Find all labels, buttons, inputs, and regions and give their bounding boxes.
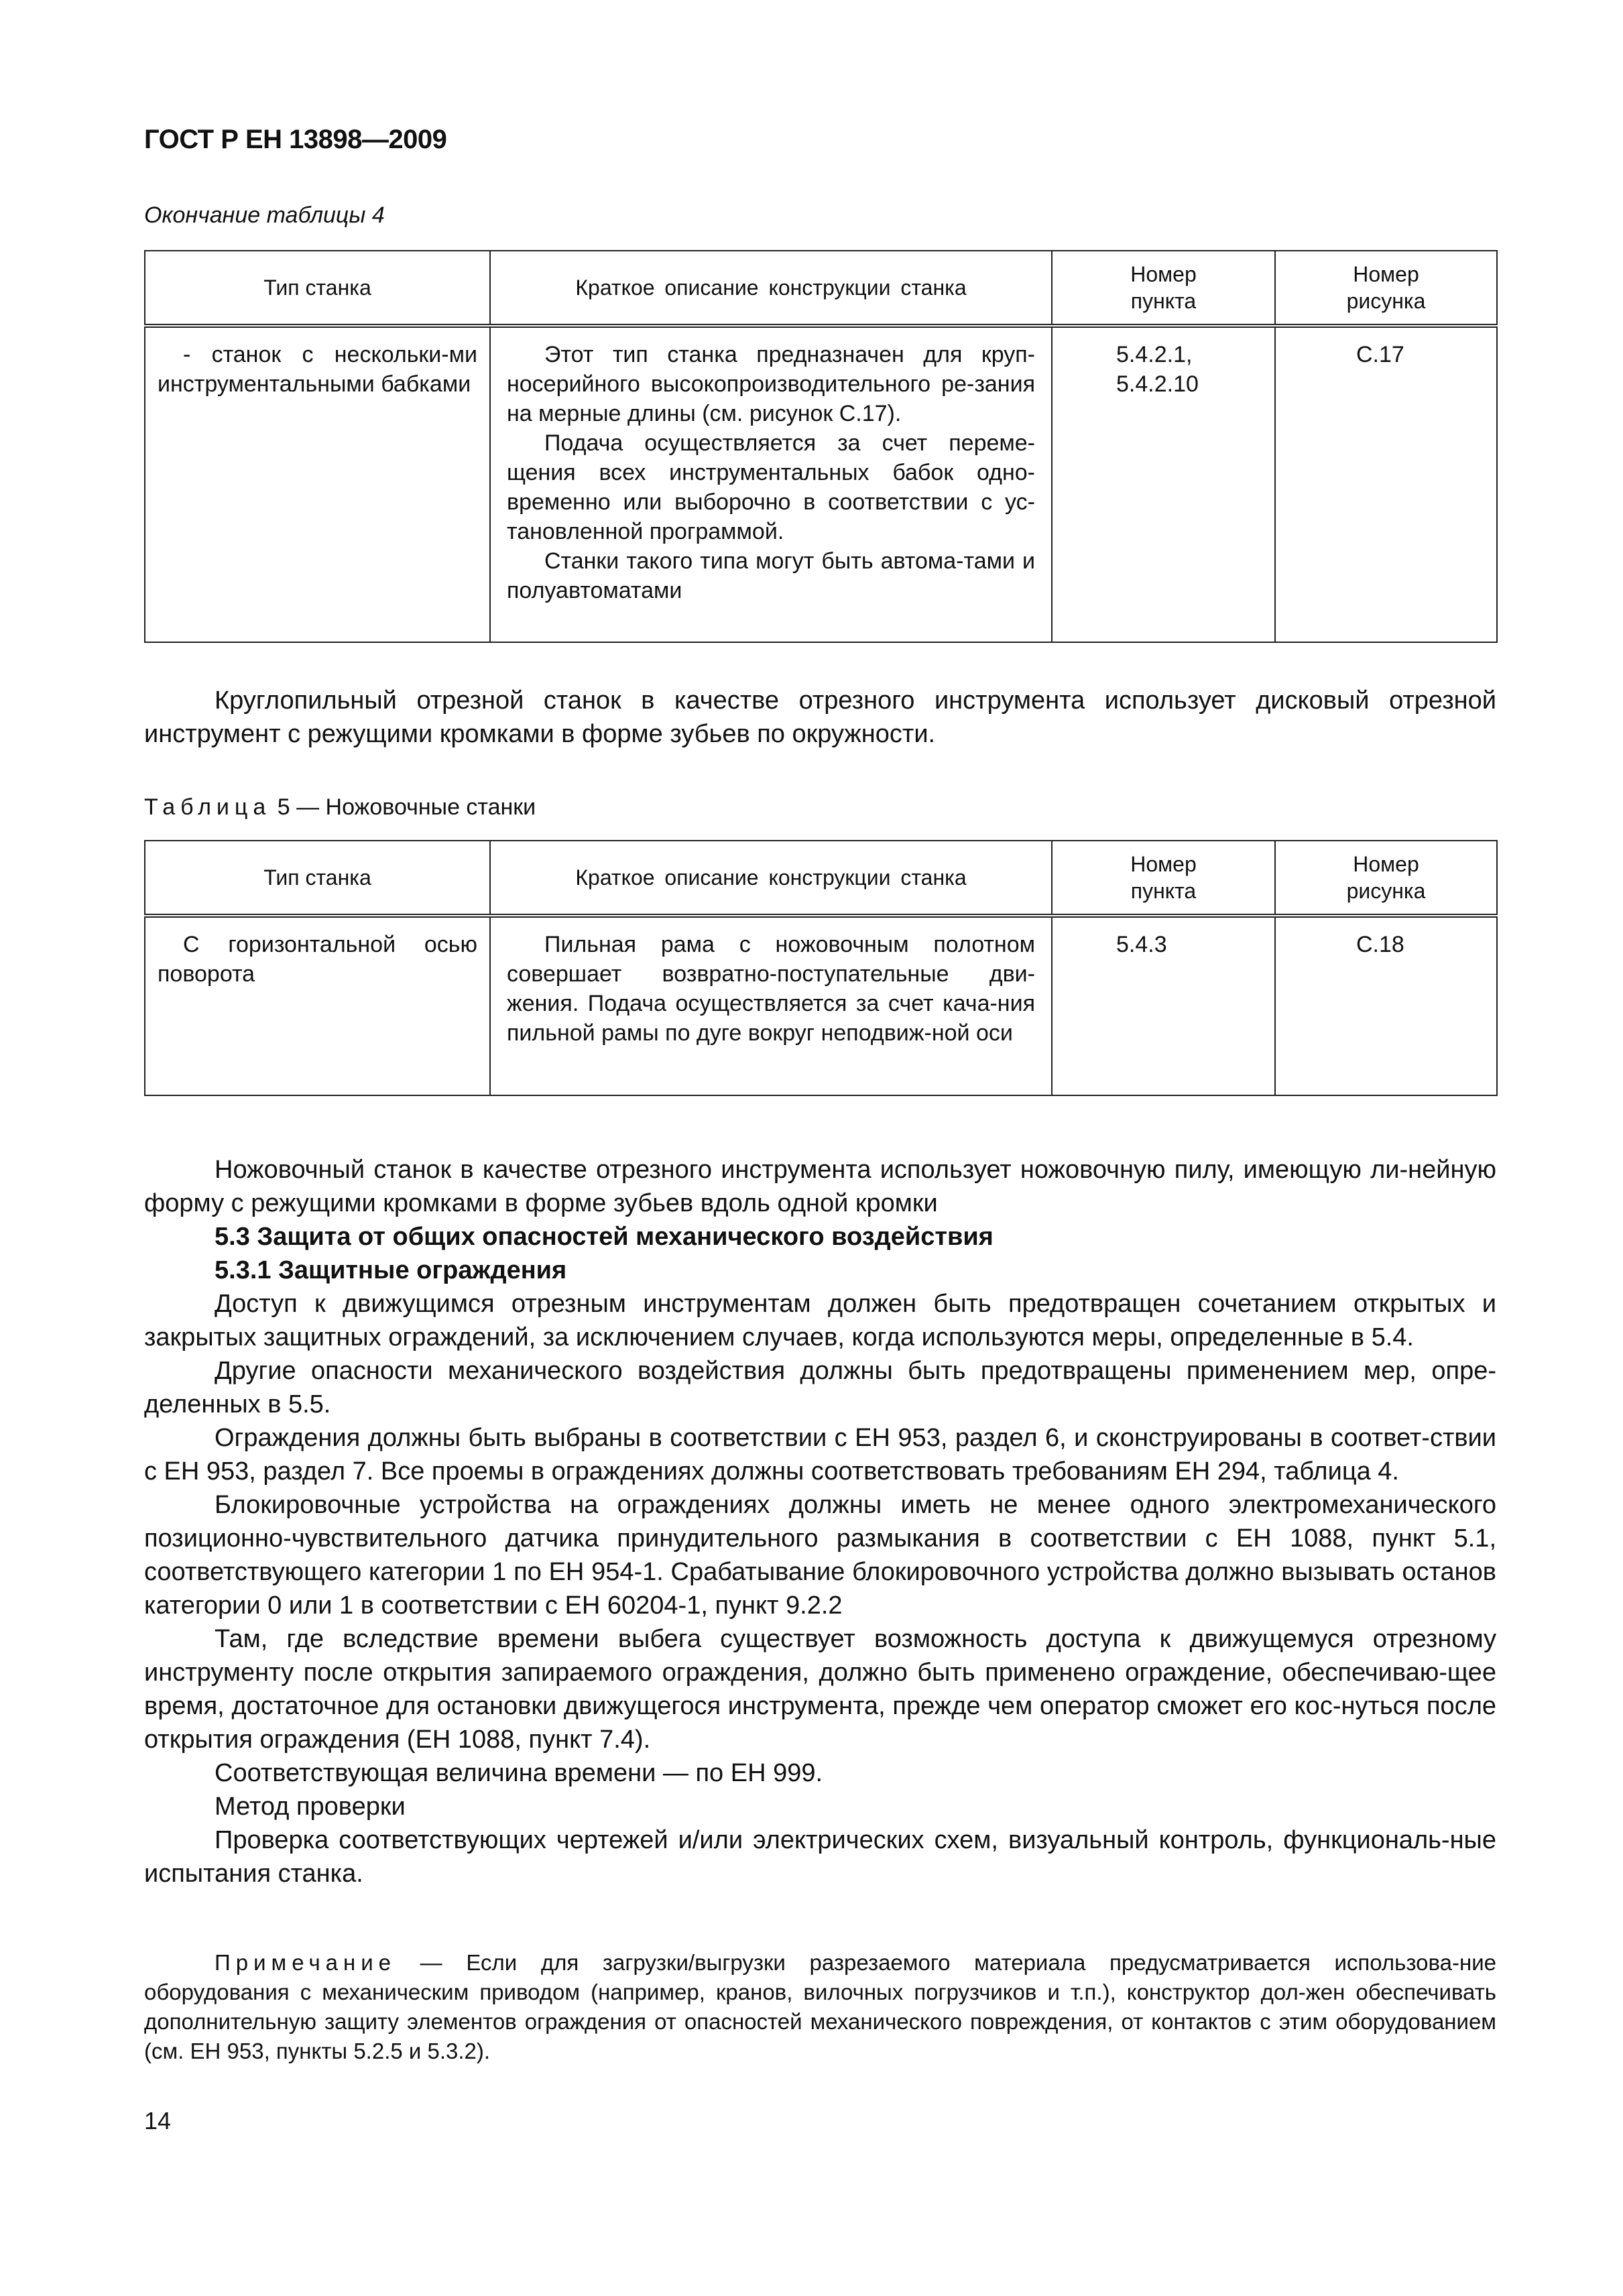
section-heading: 5.3 Защита от общих опасностей механического воздействия [215,1223,994,1251]
table-row [145,916,1497,1095]
table5-cell-figure: С.18 [1275,916,1497,1095]
table5-header-clause: Номер пункта [1052,841,1275,916]
table5-header-type: Тип станка [145,841,490,916]
table4-header-description: Краткое описание конструкции станка [490,251,1052,326]
table4-cell-type: - станок с нескольки-ми инструментальными бабками [145,326,490,642]
table5-caption: Таблица 5 — Ножовочные станки [144,794,536,820]
table5-cell-type: С горизонтальной осью поворота [145,916,490,1095]
note-block [144,1948,1496,2066]
table5-header-description: Краткое описание конструкции станка [490,841,1052,916]
note-label: Примечание [215,1950,397,1975]
subsection-heading: 5.3.1 Защитные ограждения [215,1256,567,1284]
note-text: — Если для загрузки/выгрузки разрезаемого материала предусматривается использова-ние оборудования с механическим приводом (например, кранов, вилочных погрузчиков и т.п.), конструктор дол-жен обеспечивать дополнительную защиту элементов ограждения от опасностей механического повреждения, от контактов с этим оборудованием (см. ЕН 953, пункты 5.2.5 и 5.3.2). [144,1950,1496,2063]
paragraph: Проверка соответствующих чертежей и/или электрических схем, визуальный контроль, функциональ-ные испытания станка. [144,1826,1496,1888]
table4-header-clause: Номер пункта [1052,251,1275,326]
table5 [144,840,1498,1096]
paragraph: Ножовочный станок в качестве отрезного инструмента использует ножовочную пилу, имеющую ли-нейную форму с режущими кромками в форме зубьев вдоль одной кромки [144,1156,1496,1217]
table5-header-figure: Номер рисунка [1275,841,1497,916]
table5-header-row [145,841,1497,916]
table5-cell-description: Пильная рама с ножовочным полотном совершает возвратно-поступательные дви-жения. Подача осуществляется за счет кача-ния пильной рамы по дуге вокруг неподвиж-ной оси [490,916,1052,1095]
table4-header-type: Тип станка [145,251,490,326]
table5-cell-clause: 5.4.3 [1052,916,1275,1095]
table4-cell-clause: 5.4.2.1, 5.4.2.10 [1052,326,1275,642]
table4-header-figure: Номер рисунка [1275,251,1497,326]
main-body-text [144,1153,1496,1890]
paragraph: Блокировочные устройства на ограждениях должны иметь не менее одного электромеханического позиционно-чувствительного датчика принудительного размыкания в соответствии с ЕН 1088, пункт 5.1, соответствующего категории 1 по ЕН 954-1. Срабатывание блокировочного устройства должно вызывать останов категории 0 или 1 в соответствии с ЕН 60204-1, пункт 9.2.2 [144,1491,1496,1620]
paragraph: Доступ к движущимся отрезным инструментам должен быть предотвращен сочетанием открытых и закрытых защитных ограждений, за исключением случаев, когда используются меры, определенные в 5.4. [144,1290,1496,1351]
paragraph: Соответствующая величина времени — по ЕН 999. [215,1759,823,1787]
paragraph: Метод проверки [215,1793,406,1821]
table4-cell-description: Этот тип станка предназначен для круп-носерийного высокопроизводительного ре-зания на мерные длины (см. рисунок С.17). Подача осуществляется за счет переме-щения всех инструментальных бабок одно-временно или выборочно в соответствии с ус-тановленной программой. Станки такого типа могут быть автома-тами и полуавтоматами [490,326,1052,642]
table4-continuation-caption: Окончание таблицы 4 [144,202,385,228]
paragraph: Другие опасности механического воздействия должны быть предотвращены применением мер, опре-деленных в 5.5. [144,1357,1496,1418]
page-number: 14 [144,2107,172,2134]
paragraph: Там, где вследствие времени выбега существует возможность доступа к движущемуся отрезному инструменту после открытия запираемого ограждения, должно быть применено ограждение, обеспечиваю-щее время, достаточное для остановки движущегося инструмента, прежде чем оператор сможет его кос-нуться после открытия ограждения (ЕН 1088, пункт 7.4). [144,1625,1496,1754]
table4-header-row [145,251,1497,326]
table4 [144,250,1498,643]
paragraph: Ограждения должны быть выбраны в соответствии с ЕН 953, раздел 6, и сконструированы в соответ-ствии с ЕН 953, раздел 7. Все проемы в ограждениях должны соответствовать требованиям ЕН 294, таблица 4. [144,1424,1496,1486]
document-header: ГОСТ Р ЕН 13898—2009 [144,125,447,154]
paragraph-circular-saw: Круглопильный отрезной станок в качестве отрезного инструмента использует дисковый отрезной инструмент с режущими кромками в форме зубьев по окружности. [144,686,1496,748]
table-row [145,326,1497,642]
table4-cell-figure: С.17 [1275,326,1497,642]
